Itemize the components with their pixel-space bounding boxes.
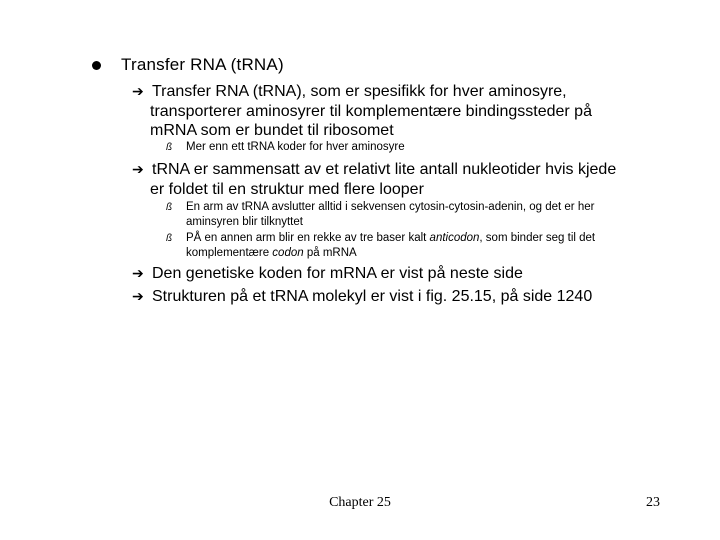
bullet-1 [132,82,672,141]
sub-bullet-icon: ß [166,142,173,153]
arrow-icon: ➔ [132,288,144,304]
bullet-4 [132,287,672,307]
sub-bullet-text-line-1: PÅ en annen arm blir en rekke av tre baser kalt anticodon, som binder seg til det [186,232,596,244]
bullet-2-line-1: tRNA er sammensatt av et relativt lite antall nukleotider hvis kjede [152,161,617,178]
bullet-4-line-1: Strukturen på et tRNA molekyl er vist i fig. 25.15, på side 1240 [152,288,593,305]
bullet-1-line-3: mRNA som er bundet til ribosomet [150,122,394,139]
title-bullet-dot [92,61,101,70]
slide-title [92,55,284,75]
sub-bullet-text-line-2: komplementære codon på mRNA [186,246,357,259]
sub-bullet-text-line-2: aminsyren blir tilknyttet [186,215,303,228]
arrow-icon: ➔ [132,161,144,177]
sub-bullet-text: Mer enn ett tRNA koder for hver aminosyre [186,141,405,153]
bullet-1-line-2: transporterer aminosyrer til komplementære bindingssteder på [150,102,592,120]
sub-bullet-icon: ß [166,202,173,213]
arrow-icon: ➔ [132,83,144,99]
sub-bullet-1-1 [166,140,666,155]
sub-bullet-2-2 [166,231,666,260]
codon-term: codon [272,246,304,259]
arrow-icon: ➔ [132,265,144,281]
footer-chapter: Chapter 25 [329,495,391,510]
sub-bullet-text-line-1: En arm av tRNA avslutter alltid i sekvensen cytosin-cytosin-adenin, og det er her [186,201,595,213]
title-text: Transfer RNA (tRNA) [121,55,284,74]
bullet-2 [132,160,672,199]
bullet-3 [132,264,672,284]
bullet-3-line-1: Den genetiske koden for mRNA er vist på neste side [152,265,523,282]
sub-bullet-2-1 [166,200,666,229]
anticodon-term: anticodon [429,232,480,244]
bullet-2-line-2: er foldet til en struktur med flere looper [150,180,424,198]
bullet-1-line-1: Transfer RNA (tRNA), som er spesifikk for hver aminosyre, [152,83,567,100]
page-number: 23 [646,495,660,510]
sub-bullet-icon: ß [166,233,173,244]
